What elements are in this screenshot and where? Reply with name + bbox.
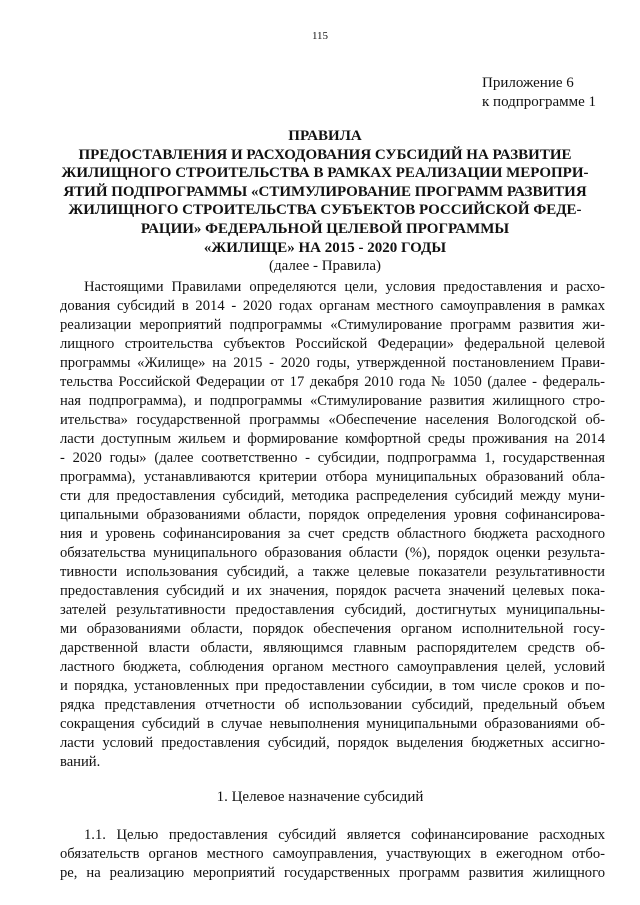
text-line: ми образованиями области, порядок обеспечения органом исполнительной госу-	[60, 621, 605, 637]
title-line: ЖИЛИЩНОГО СТРОИТЕЛЬСТВА В РАМКАХ РЕАЛИЗАЦИИ МЕРОПРИ-	[61, 165, 589, 182]
section-heading: 1. Целевое назначение субсидий	[216, 789, 424, 805]
appendix-reference	[482, 74, 596, 112]
text-line: ваний.	[60, 754, 101, 770]
text-line: - 2020 годы» (далее соответственно - субсидии, подпрограмма 1, государственная	[60, 450, 605, 466]
text-line: ния и уровень софинансирования за счет средств областного бюджета расходного	[60, 526, 605, 542]
text-line: лищного строительства субъектов Российской Федерации» федеральной целевой	[60, 336, 605, 352]
text-line: зателей результативности предоставления субсидий, достигнутых муниципальны-	[60, 602, 605, 618]
text-line: сти для предоставления субсидий, методика распределения субсидий между муни-	[60, 488, 605, 504]
title-line: РАЦИИ» ФЕДЕРАЛЬНОЙ ЦЕЛЕВОЙ ПРОГРАММЫ	[140, 220, 510, 237]
text-line: ная подпрограмма), и подпрограммы «Стимулирование развития жилищного стро-	[60, 393, 605, 409]
text-line: сокращения субсидий в случае невыполнения муниципальными образованиями об-	[60, 716, 605, 732]
text-line: дарственной власти области, являющимся главным распорядителем средств об-	[60, 640, 605, 656]
text-line: ительства» государственной программы «Обеспечение населения Вологодской об-	[60, 412, 605, 428]
title-line: ЯТИЙ ПОДПРОГРАММЫ «СТИМУЛИРОВАНИЕ ПРОГРАММ РАЗВИТИЯ	[63, 183, 587, 200]
document-title	[40, 127, 610, 276]
appendix-line: Приложение 6	[482, 75, 574, 91]
text-line: рядка представления отчетности об использовании субсидий, предельный объем	[60, 697, 605, 713]
page-number: 115	[311, 30, 329, 42]
text-line: Настоящими Правилами определяются цели, условия предоставления и расхо-	[84, 279, 605, 295]
text-line: обязательств органов местного самоуправления, участвующих в ежегодном отбо-	[60, 846, 605, 862]
text-line: ре, на реализацию мероприятий государственных программ развития жилищного	[60, 865, 605, 881]
text-line: 1.1. Целью предоставления субсидий является софинансирование расходных	[84, 827, 605, 843]
text-line: дования субсидий в 2014 - 2020 годах органам местного самоуправления в рамках	[60, 298, 605, 314]
text-line: тивности использования субсидий, а также целевые показатели результативности	[60, 564, 605, 580]
text-line: ласти условий предоставления субсидий, порядок выделения бюджетных ассигно-	[60, 735, 605, 751]
title-line: ЖИЛИЩНОГО СТРОИТЕЛЬСТВА СУБЪЕКТОВ РОССИЙСКОЙ ФЕДЕ-	[68, 202, 582, 219]
text-line: и порядка, установленных при предоставлении субсидии, в том числе сроков и по-	[60, 678, 605, 694]
title-subtitle: (далее - Правила)	[269, 258, 381, 275]
text-line: ласти доступным жильем и формирование комфортной среды проживания на 2014	[60, 431, 605, 447]
title-line: ПРЕДОСТАВЛЕНИЯ И РАСХОДОВАНИЯ СУБСИДИЙ НА РАЗВИТИЕ	[78, 146, 572, 163]
text-line: тельства Российской Федерации от 17 декабря 2010 года № 1050 (далее - федераль-	[60, 374, 605, 390]
title-line: ПРАВИЛА	[288, 128, 362, 144]
text-line: обязательства муниципального образования области (%), порядок оценки результа-	[60, 545, 605, 561]
title-line: «ЖИЛИЩЕ» НА 2015 - 2020 ГОДЫ	[203, 239, 447, 256]
text-line: реализации мероприятий подпрограммы «Стимулирование программ развития жи-	[60, 317, 605, 333]
text-line: предоставления субсидий и их значения, порядок расчета значений целевых пока-	[60, 583, 605, 599]
text-line: программа), устанавливаются критерии отбора муниципальных образований обла-	[60, 469, 605, 485]
text-line: ципальными образованиями области, порядок определения уровня софинансирова-	[60, 507, 605, 523]
text-line: ластного бюджета, соблюдения органом местного самоуправления целей, условий	[60, 659, 605, 675]
text-line: программы «Жилище» на 2015 - 2020 годы, утвержденной постановлением Прави-	[60, 355, 605, 371]
appendix-line: к подпрограмме 1	[482, 94, 596, 110]
